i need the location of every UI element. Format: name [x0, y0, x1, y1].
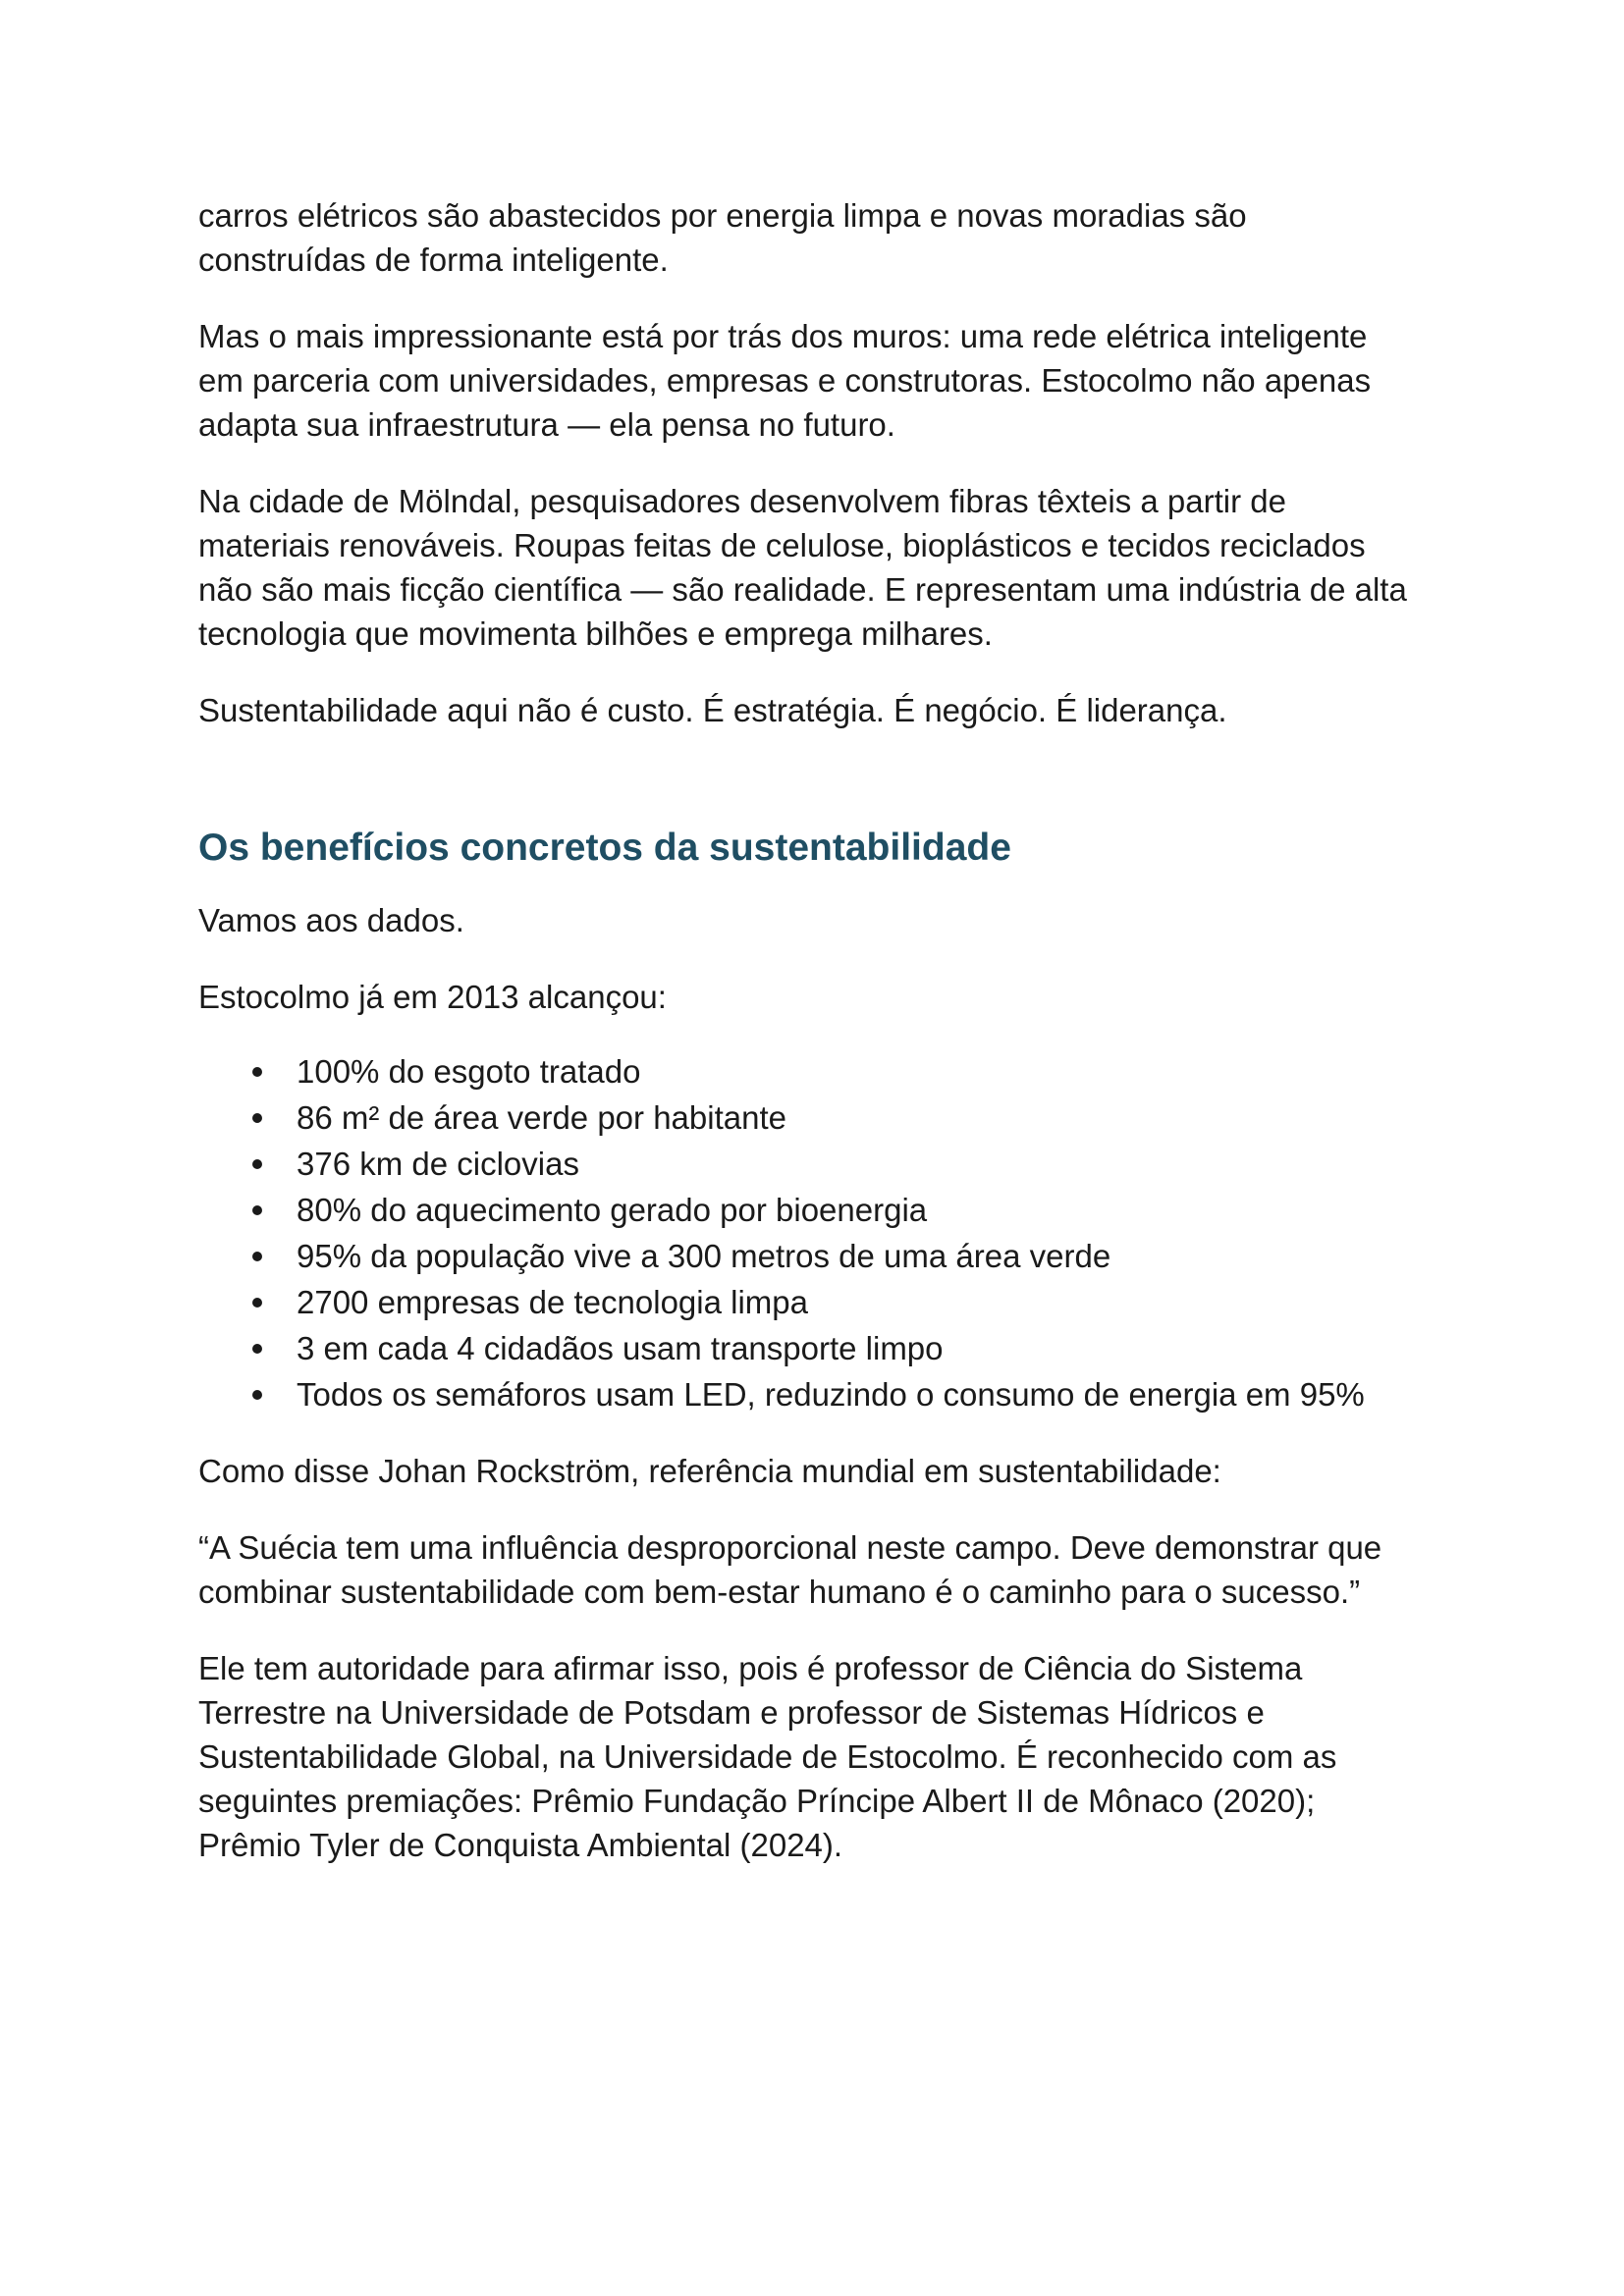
- text-line: adapta sua infraestrutura — ela pensa no futuro.: [198, 406, 895, 443]
- list-item-text: 100% do esgoto tratado: [297, 1053, 641, 1090]
- list-item: [198, 1141, 1475, 1187]
- text-line: Prêmio Tyler de Conquista Ambiental (2024).: [198, 1827, 843, 1863]
- paragraph-intro-data: [198, 898, 1475, 942]
- bullet-icon: [252, 1159, 262, 1169]
- list-item-text: 95% da população vive a 300 metros de uma área verde: [297, 1238, 1111, 1274]
- text-line: não são mais ficção científica — são realidade. E representam uma indústria de alta: [198, 571, 1407, 608]
- bullet-icon: [252, 1113, 262, 1123]
- list-item-text: 376 km de ciclovias: [297, 1146, 579, 1182]
- text-line: construídas de forma inteligente.: [198, 241, 669, 278]
- text-line: Como disse Johan Rockström, referência mundial em sustentabilidade:: [198, 1453, 1221, 1489]
- bullet-icon: [252, 1252, 262, 1261]
- section-heading: Os benefícios concretos da sustentabilidade: [198, 827, 1011, 869]
- text-line: Terrestre na Universidade de Potsdam e professor de Sistemas Hídricos e: [198, 1694, 1265, 1731]
- text-line: Sustentabilidade aqui não é custo. É estratégia. É negócio. É liderança.: [198, 692, 1227, 728]
- bullet-icon: [252, 1298, 262, 1308]
- bullet-icon: [252, 1344, 262, 1354]
- text-line: Ele tem autoridade para afirmar isso, pois é professor de Ciência do Sistema: [198, 1650, 1303, 1686]
- paragraph-quote: [198, 1525, 1475, 1614]
- paragraph-electric-cars: [198, 193, 1475, 282]
- text-line: combinar sustentabilidade com bem-estar humano é o caminho para o sucesso.”: [198, 1574, 1361, 1610]
- text-line: Sustentabilidade Global, na Universidade de Estocolmo. É reconhecido com as: [198, 1738, 1337, 1775]
- list-item: [198, 1095, 1475, 1141]
- text-line: carros elétricos são abastecidos por energia limpa e novas moradias são: [198, 197, 1247, 234]
- list-item-text: 3 em cada 4 cidadãos usam transporte limpo: [297, 1330, 944, 1366]
- paragraph-intro-2013: [198, 975, 1475, 1019]
- text-line: tecnologia que movimenta bilhões e emprega milhares.: [198, 615, 993, 652]
- paragraph-smart-grid: [198, 314, 1475, 447]
- text-line: materiais renováveis. Roupas feitas de celulose, bioplásticos e tecidos reciclados: [198, 527, 1366, 563]
- list-item-text: Todos os semáforos usam LED, reduzindo o consumo de energia em 95%: [297, 1376, 1365, 1413]
- paragraph-authority: [198, 1646, 1475, 1867]
- text-line: Estocolmo já em 2013 alcançou:: [198, 979, 667, 1015]
- list-item-text: 80% do aquecimento gerado por bioenergia: [297, 1192, 928, 1228]
- list-item: [198, 1279, 1475, 1325]
- text-line: “A Suécia tem uma influência desproporcional neste campo. Deve demonstrar que: [198, 1529, 1382, 1566]
- list-item-text: 2700 empresas de tecnologia limpa: [297, 1284, 808, 1320]
- bullet-icon: [252, 1390, 262, 1400]
- paragraph-sustainability-strategy: [198, 688, 1475, 732]
- list-item-text: 86 m² de área verde por habitante: [297, 1099, 786, 1136]
- list-item: [198, 1233, 1475, 1279]
- text-line: Mas o mais impressionante está por trás dos muros: uma rede elétrica inteligente: [198, 318, 1368, 354]
- list-item: [198, 1187, 1475, 1233]
- text-line: em parceria com universidades, empresas e construtoras. Estocolmo não apenas: [198, 362, 1372, 399]
- page-content: [198, 193, 1475, 1899]
- bullet-icon: [252, 1205, 262, 1215]
- paragraph-molndal: [198, 479, 1475, 656]
- list-item: [198, 1371, 1475, 1417]
- text-line: Vamos aos dados.: [198, 902, 464, 938]
- bullet-icon: [252, 1067, 262, 1077]
- text-line: Na cidade de Mölndal, pesquisadores desenvolvem fibras têxteis a partir de: [198, 483, 1286, 519]
- list-item: [198, 1048, 1475, 1095]
- paragraph-rockstrom-intro: [198, 1449, 1475, 1493]
- list-item: [198, 1325, 1475, 1371]
- text-line: seguintes premiações: Prêmio Fundação Príncipe Albert II de Mônaco (2020);: [198, 1783, 1316, 1819]
- achievements-list: [198, 1048, 1475, 1417]
